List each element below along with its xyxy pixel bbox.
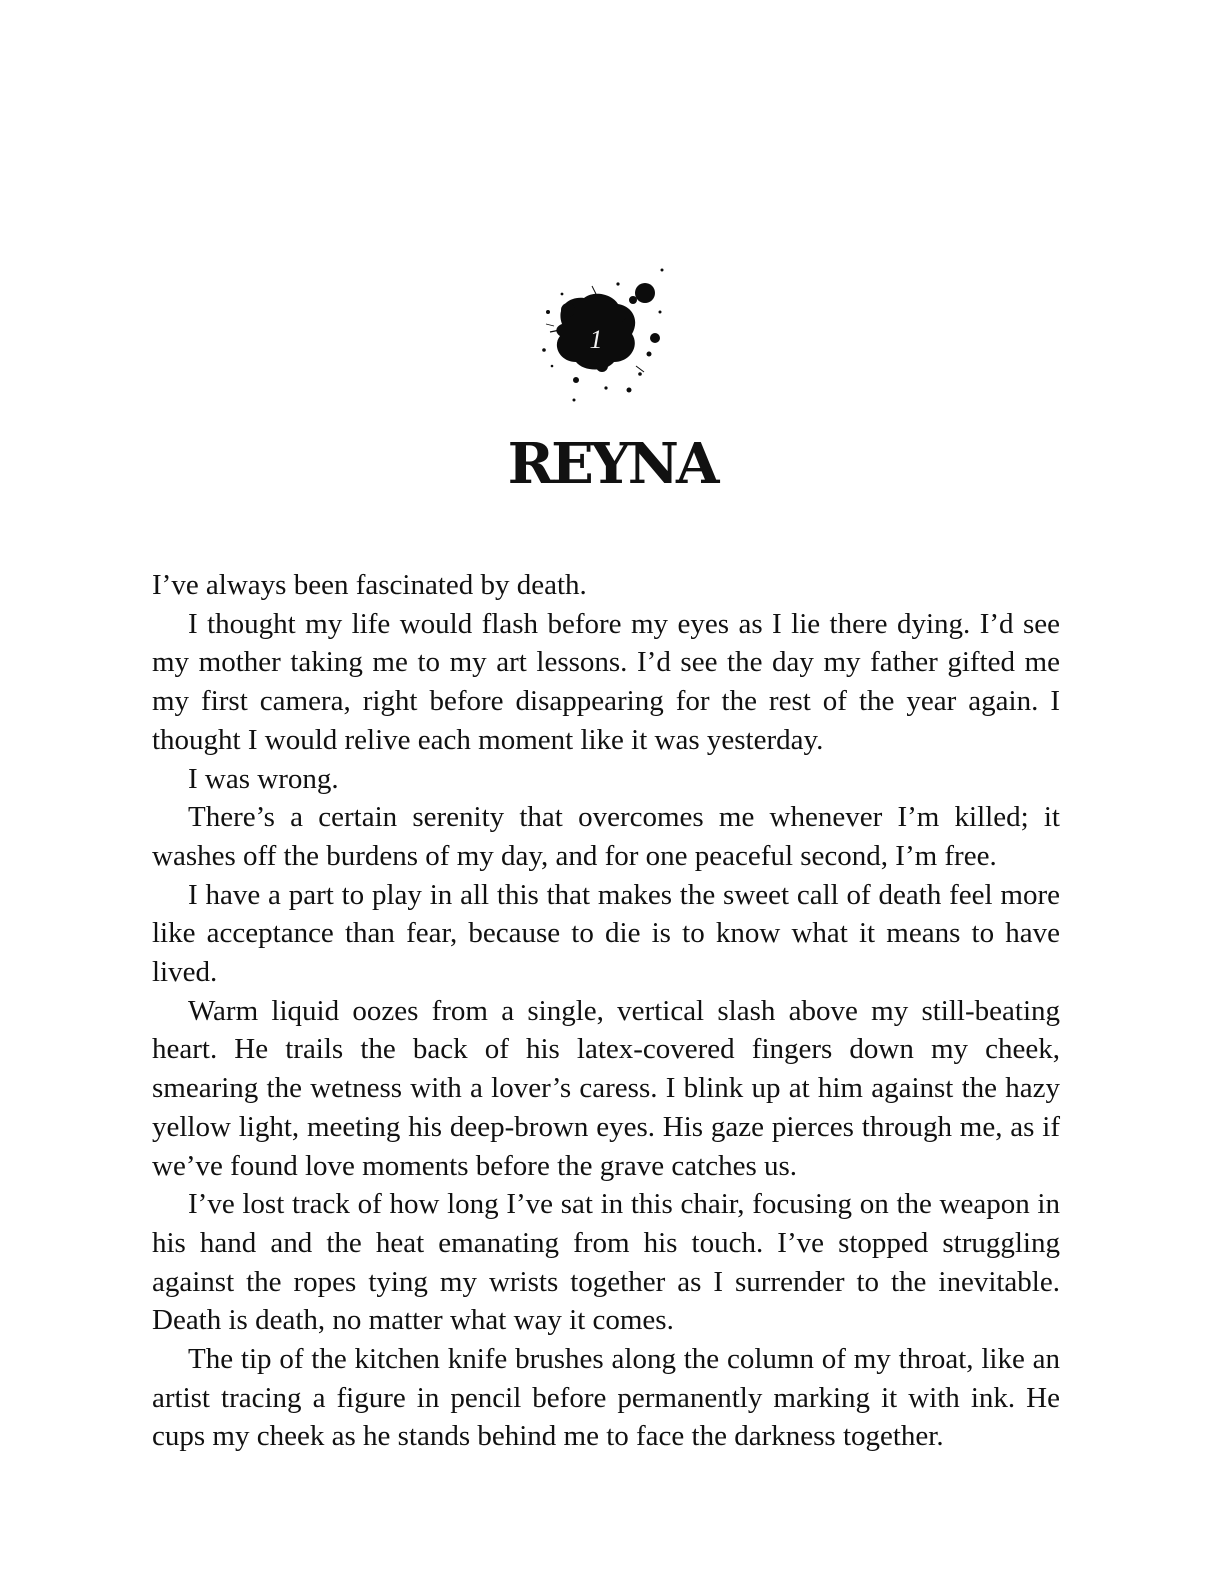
chapter-body — [152, 566, 1060, 1456]
paragraph: I’ve always been fascinated by death. — [152, 569, 587, 601]
chapter-number: 1 — [589, 325, 603, 354]
paragraph: I thought my life would flash before my eyes as I lie there dying. I’d see my mother taking me to my art lessons. I’d see the day my father gifted me my first camera, right before disappearing for the rest of the year again. I thought I would relive each moment like it was yesterday. — [152, 607, 1060, 756]
paragraph: Warm liquid oozes from a single, vertical slash above my still-beating heart. He trails the back of his latex-covered fingers down my cheek, smearing the wetness with a lover’s caress. I blink up at him against the hazy yellow light, meeting his deep-brown eyes. His gaze pierces through me, as if we’ve found love moments before the grave catches us. — [152, 994, 1060, 1182]
paragraph: I’ve lost track of how long I’ve sat in this chair, focusing on the weapon in his hand and the heat emanating from his touch. I’ve stopped struggling against the ropes tying my wrists together as I surrender to the inevitable. Death is death, no matter what way it comes. — [152, 1188, 1060, 1337]
paragraph: There’s a certain serenity that overcomes me whenever I’m killed; it washes off the burdens of my day, and for one peaceful second, I’m free. — [152, 801, 1060, 872]
chapter-title: REYNA — [507, 431, 717, 497]
paragraph: I have a part to play in all this that makes the sweet call of death feel more like acceptance than fear, because to die is to know what it means to have lived. — [152, 878, 1060, 989]
paragraph: I was wrong. — [188, 762, 339, 795]
paragraph: The tip of the kitchen knife brushes along the column of my throat, like an artist tracing a figure in pencil before permanently marking it with ink. He cups my cheek as he stands behind me to face the darkness together. — [152, 1343, 1060, 1453]
ink-splatter-icon — [532, 262, 672, 407]
